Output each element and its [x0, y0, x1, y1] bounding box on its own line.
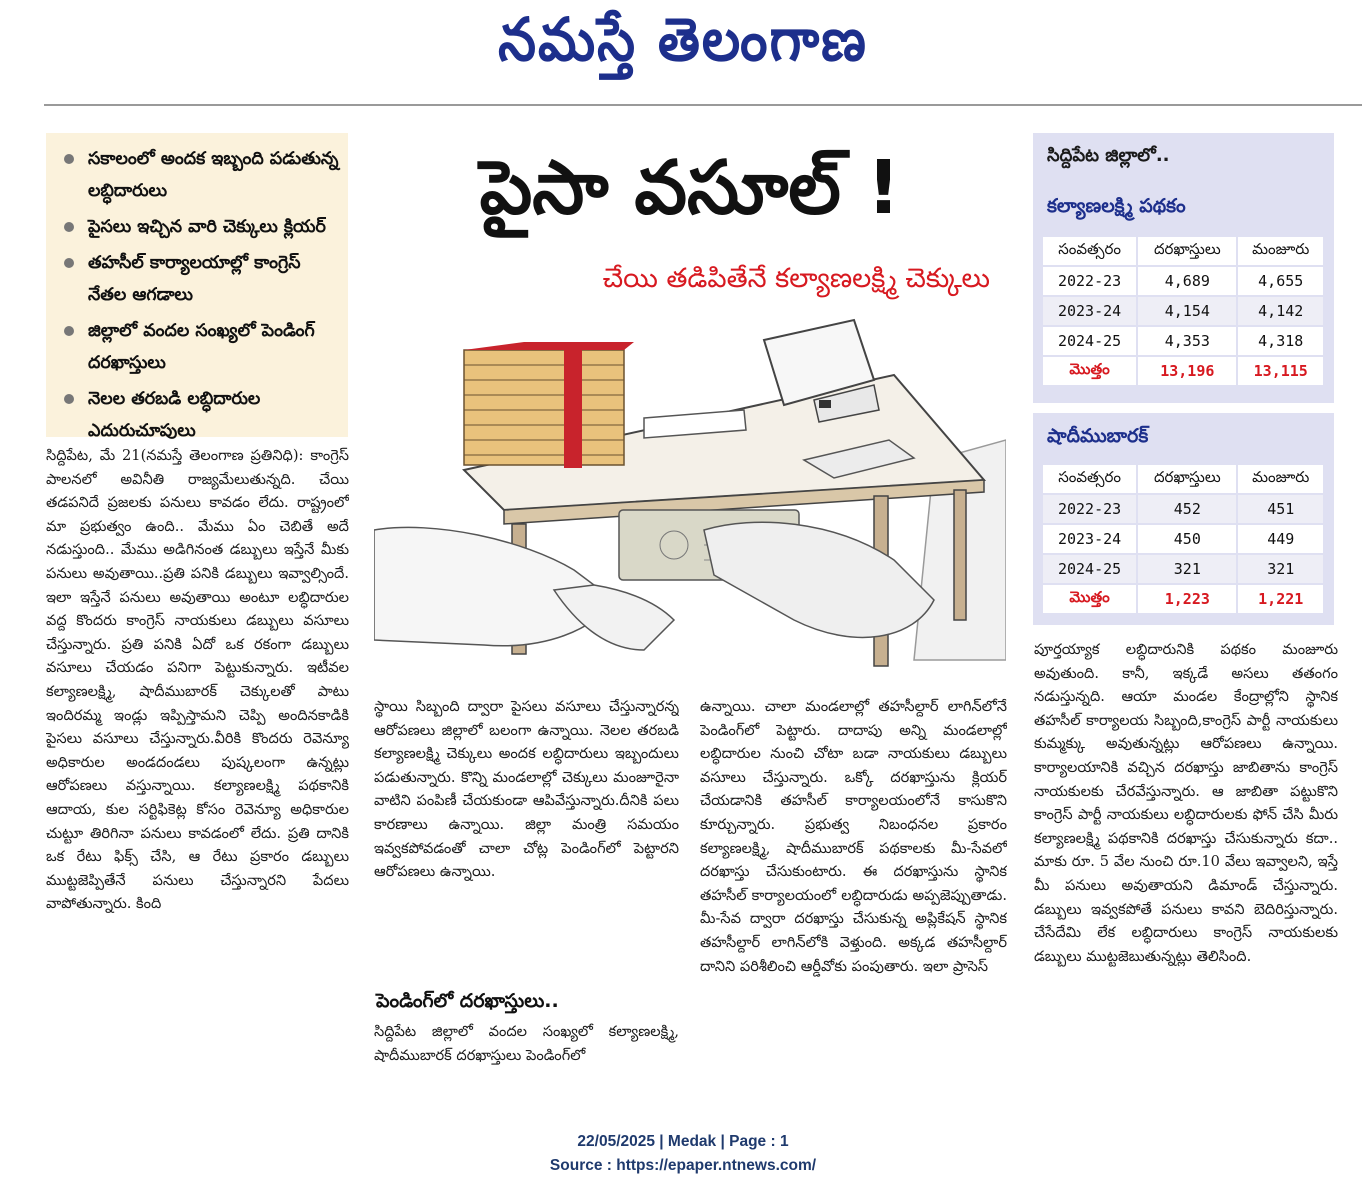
table-header-row: సంవత్సరం దరఖాస్తులు మంజూరు: [1042, 464, 1324, 494]
table-row: 2024-25 321 321: [1042, 554, 1324, 584]
bullet-icon: [64, 394, 74, 404]
sidebar-title: సిద్దిపేట జిల్లాలో..: [1047, 145, 1170, 166]
highlight-item: సకాలంలో అందక ఇబ్బంది పడుతున్న లబ్ధిదారులు: [60, 143, 340, 207]
source-link[interactable]: Source : https://epaper.ntnews.com/: [549, 1157, 817, 1174]
bullet-icon: [64, 222, 74, 232]
table-row: 2022-23 4,689 4,655: [1042, 266, 1324, 296]
article-column-2: స్థాయి సిబ్బంది ద్వారా పైసలు వసూలు చేస్తున్నారన్న ఆరోపణలు జిల్లాలో బలంగా ఉన్నాయి. నెలల తరబడి కల్యాణలక్ష్మి చెక్కులు అందక లబ్ధిదారులు ఇబ్బందులు పడుతున్నారు. కొన్ని మండలాల్లో చెక్కులు మంజూరైనా వాటిని పంపిణీ చేయకుండా ఆపివేస్తున్నారు.దీనికి పలు కారణాలు ఉన్నాయి. జిల్లా మంత్రి సమయం ఇవ్వకపోవడంతో చాలా చోట్ల పెండింగ్‌లో పెట్టారని ఆరోపణలు ఉన్నాయి.: [374, 698, 679, 881]
article-subhead: పెండింగ్‌లో దరఖాస్తులు..: [376, 990, 559, 1012]
file-stack-icon: [464, 342, 634, 468]
scheme-title: కల్యాణలక్ష్మి పథకం: [1047, 195, 1186, 217]
table-row: 2023-24 450 449: [1042, 524, 1324, 554]
article-column-1: సిద్దిపేట, మే 21(నమస్తే తెలంగాణ ప్రతినిధి): కాంగ్రెస్ పాలనలో అవినీతి రాజ్యమేలుతున్నది. చేయి తడపనిదే ప్రజలకు పనులు కావడం లేదు. రాష్ట్రంలో మా ప్రభుత్వం ఉంది.. మేము ఏం చెబితే అదే నడుస్తుంది.. మేము అడిగినంత డబ్బులు ఇస్తేనే మీకు పనులు అవుతాయి..ప్రతి పనికి డబ్బులు ఇవ్వాల్సిందే. ఇలా ఇస్తేనే పనులు అవుతాయి అంటూ లబ్ధిదారుల వద్ద కొందరు కాంగ్రెస్ నాయకులు డబ్బులు వసూలు చేస్తున్నారు. ప్రతి పనికి ఏదో ఒక రకంగా డబ్బులు వసూలు చేయడం పనిగా పెట్టుకున్నారు. ఇటీవల కల్యాణలక్ష్మి, షాదీముబారక్ చెక్కులతో పాటు ఇందిరమ్మ ఇండ్లు ఇప్పిస్తామని చెప్పి అందినకాడికి పైసలు వసూలు చేస్తున్నారు.వీరికి కొందరు రెవెన్యూ అధికారుల అండదండలు పుష్కలంగా ఉన్నట్లు ఆరోపణలు వస్తున్నాయి. కల్యాణలక్ష్మి పథకానికి ఆదాయ, కుల సర్టిఫికెట్ల కోసం రెవెన్యూ అధికారుల చుట్టూ తిరిగినా పనులు కావడంలో లేదు. ప్రతి దానికి ఒక రేటు ఫిక్స్ చేసి, ఆ రేటు ప్రకారం డబ్బులు ముట్టజెప్పితేనే పనులు చేస్తున్నారని పేదలు వాపోతున్నారు. కింది: [46, 447, 349, 913]
bullet-icon: [64, 326, 74, 336]
highlight-item: నెలల తరబడి లబ్ధిదారుల ఎదురుచూపులు: [60, 383, 340, 447]
kalyana-table: [1041, 235, 1325, 387]
bribe-illustration: [374, 300, 1006, 680]
shadi-mubarak-stats: [1033, 413, 1334, 625]
masthead-divider: [44, 104, 1362, 106]
table-total-row: మొత్తం 13,196 13,115: [1042, 356, 1324, 386]
highlight-item: తహసీల్ కార్యాలయాల్లో కాంగ్రెస్ నేతల ఆగడాలు: [60, 247, 340, 311]
table-total-row: మొత్తం 1,223 1,221: [1042, 584, 1324, 614]
article-headline: పైసా వసూల్ !: [479, 145, 901, 231]
table-header-row: సంవత్సరం దరఖాస్తులు మంజూరు: [1042, 236, 1324, 266]
bullet-icon: [64, 258, 74, 268]
article-subheadline: చేయి తడిపితేనే కల్యాణలక్ష్మి చెక్కులు: [602, 263, 990, 294]
table-row: 2023-24 4,154 4,142: [1042, 296, 1324, 326]
edition-info: 22/05/2025 | Medak | Page : 1: [577, 1133, 789, 1150]
bullet-icon: [64, 154, 74, 164]
page-footer: [0, 1130, 1366, 1178]
highlight-item: జిల్లాలో వందల సంఖ్యలో పెండింగ్ దరఖాస్తులు: [60, 315, 340, 379]
scheme-title: షాదీముబారక్: [1047, 425, 1149, 447]
highlights-box: [46, 133, 348, 441]
article-column-2b: సిద్దిపేట జిల్లాలో వందల సంఖ్యలో కల్యాణలక్ష్మి, షాదీముబారక్ దరఖాస్తులు పెండింగ్‌లో: [374, 1023, 679, 1064]
table-row: 2022-23 452 451: [1042, 494, 1324, 524]
highlight-item: పైసలు ఇచ్చిన వారి చెక్కులు క్లియర్: [60, 211, 340, 243]
article-column-3: ఉన్నాయి. చాలా మండలాల్లో తహసీల్దార్ లాగిన్‌లోనే పెండింగ్‌లో పెట్టారు. దాదాపు అన్ని మండలాల్లో లబ్ధిదారుల నుంచి చోటా బడా నాయకులు డబ్బులు వసూలు చేస్తున్నారు. ఒక్కో దరఖాస్తును క్లియర్ చేయడానికి తహసీల్ కార్యాలయంలోనే కాసుకొని కూర్చున్నారు. ప్రభుత్వ నిబంధనల ప్రకారం కల్యాణలక్ష్మి, షాదీముబారక్ పథకాలకు మీ-సేవలో దరఖాస్తు చేసుకుంటారు. ఈ దరఖాస్తును స్థానిక తహసీల్ కార్యాలయంలో లబ్ధిదారుడు అప్పజెప్పుతాడు. మీ-సేవ ద్వారా దరఖాస్తు చేసుకున్న అప్లికేషన్ స్థానిక తహసీల్దార్ లాగిన్‌లోకి వెళ్తుంది. అక్కడ తహసీల్దార్ దానిని పరిశీలించి ఆర్డీవోకు పంపుతారు. ఇలా ప్రాసెస్: [700, 698, 1007, 975]
kalyana-lakshmi-stats: [1033, 133, 1334, 403]
table-row: 2024-25 4,353 4,318: [1042, 326, 1324, 356]
shadi-table: [1041, 463, 1325, 615]
newspaper-logo: నమస్తే తెలంగాణ: [498, 3, 868, 75]
masthead: [0, 0, 1366, 100]
article-column-4: పూర్తయ్యాక లబ్ధిదారునికి పథకం మంజూరు అవుతుంది. కానీ, ఇక్కడే అసలు తతంగం నడుస్తున్నది. ఆయా మండల కేంద్రాల్లోని స్థానిక తహసీల్ కార్యాలయ సిబ్బంది,కాంగ్రెస్ పార్టీ నాయకులు కుమ్మక్కు అవుతున్నట్లు ఆరోపణలు ఉన్నాయి. కార్యాలయానికి వచ్చిన దరఖాస్తు జాబితాను కాంగ్రెస్ నాయకులకు చేరవేస్తున్నారు. ఆ జాబితా పట్టుకొని కాంగ్రెస్ పార్టీ నాయకులు లబ్ధిదారులకు ఫోన్ చేసి మీరు కల్యాణలక్ష్మి పథకానికి దరఖాస్తు చేసుకున్నారు కదా.. మాకు రూ. 5 వేల నుంచి రూ.10 వేలు ఇవ్వాలని, ఇస్తే మీ పనులు అవుతాయని డిమాండ్ చేస్తున్నారు. డబ్బులు ఇవ్వకపోతే పనులు కావని బెదిరిస్తున్నారు. చేసేదేమి లేక లబ్ధిదారులు కాంగ్రెస్ నాయకులకు డబ్బులు ముట్టజెబుతున్నట్లు తెలిసింది.: [1034, 641, 1338, 965]
